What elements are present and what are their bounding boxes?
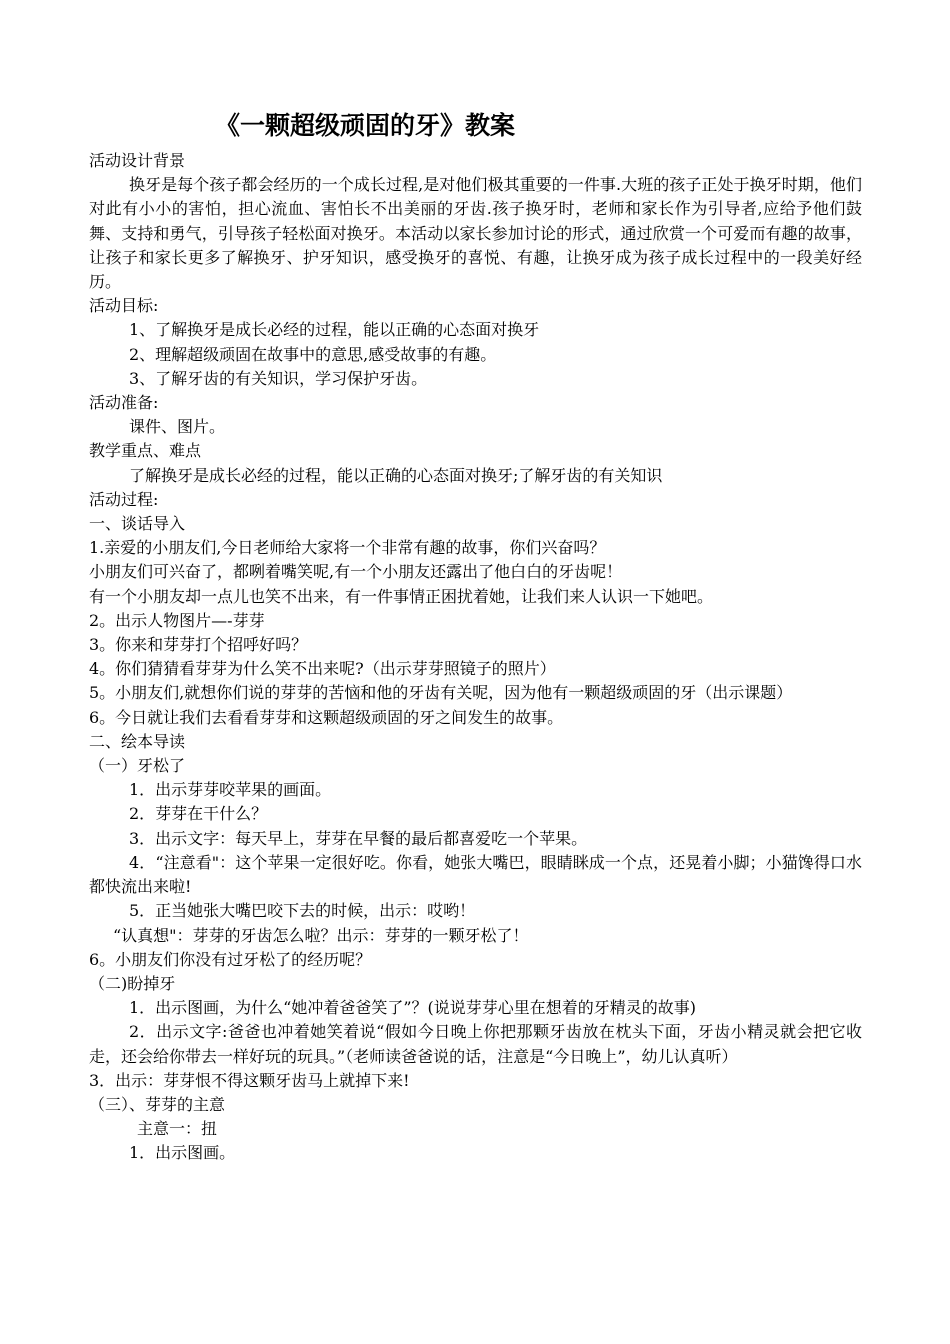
subsection-heading: （三）、芽芽的主意: [89, 1094, 226, 1114]
list-item: 课件、图片。: [129, 417, 226, 437]
list-item: 2．芽芽在干什么？: [129, 804, 268, 824]
text-line: 2。出示人物图片—-芽芽: [89, 610, 265, 630]
section-heading: 活动准备:: [89, 393, 159, 413]
list-item: 5．正当她张大嘴巴咬下去的时候，出示：哎哟！: [129, 901, 476, 921]
list-item: 2．出示文字:爸爸也冲着她笑着说“假如今日晚上你把那颗牙齿放在枕头下面，牙齿小精灵就会把它收走，还会给你带去一样好玩的玩具。”（老师读爸爸说的话，注意是“今日晚上”，幼儿认真听）: [89, 1022, 862, 1066]
paragraph: 换牙是每个孩子都会经历的一个成长过程,是对他们极其重要的一件事.大班的孩子正处于换牙时期，他们对此有小小的害怕，担心流血、害怕长不出美丽的牙齿.孩子换牙时，老师和家长作为引导者,应给予他们鼓舞、支持和勇气，引导孩子轻松面对换牙。本活动以家长参加讨论的形式，通过欣赏一个可爱而有趣的故事，让孩子和家长更多了解换牙、护牙知识，感受换牙的喜悦、有趣，让换牙成为孩子成长过程中的一段美好经历。: [89, 175, 862, 292]
text-line: 小朋友们可兴奋了，都咧着嘴笑呢,有一个小朋友还露出了他白白的牙齿呢！: [89, 562, 623, 582]
text-line: 1.亲爱的小朋友们,今日老师给大家将一个非常有趣的故事，你们兴奋吗？: [89, 538, 606, 558]
list-item: 2、理解超级顽固在故事中的意思,感受故事的有趣。: [129, 344, 497, 364]
list-item: 1．出示芽芽咬苹果的画面。: [129, 780, 332, 800]
section-heading: 教学重点、难点: [89, 441, 202, 461]
list-item: 主意一：扭: [137, 1119, 218, 1139]
section-heading: 二、绘本导读: [89, 731, 186, 751]
list-item: 4．“注意看"：这个苹果一定很好吃。你看，她张大嘴巴，眼睛眯成一个点，还晃着小脚；小猫馋得口水都快流出来啦!: [89, 852, 862, 897]
list-item: 1．出示图画，为什么“她冲着爸爸笑了”？(说说芽芽心里在想着的牙精灵的故事): [129, 998, 697, 1018]
document-body: [89, 149, 862, 1166]
section-heading: 一、谈话导入: [89, 514, 186, 534]
text-line: “认真想"：芽芽的牙齿怎么啦？出示：芽芽的一颗牙松了！: [113, 925, 529, 945]
text-line: 6。小朋友们你没有过牙松了的经历呢？: [89, 949, 372, 969]
text-line: 4。你们猜猜看芽芽为什么笑不出来呢?（出示芽芽照镜子的照片）: [89, 659, 556, 679]
subsection-heading: （一）牙松了: [89, 756, 186, 776]
list-item: 3、了解牙齿的有关知识，学习保护牙齿。: [129, 368, 428, 388]
text-line: 5。小朋友们,就想你们说的芽芽的苦恼和他的牙齿有关呢，因为他有一颗超级顽固的牙（出示课题）: [89, 683, 793, 703]
list-item: 了解换牙是成长必经的过程，能以正确的心态面对换牙;了解牙齿的有关知识: [129, 465, 663, 485]
text-line: 3。你来和芽芽打个招呼好吗？: [89, 635, 308, 655]
subsection-heading: （二)盼掉牙: [89, 973, 176, 993]
list-item: 3．出示文字：每天早上，芽芽在早餐的最后都喜爱吃一个苹果。: [129, 828, 588, 848]
section-heading: 活动目标:: [89, 296, 159, 316]
section-heading: 活动设计背景: [89, 151, 186, 170]
text-line: 6。今日就让我们去看看芽芽和这颗超级顽固的牙之间发生的故事。: [89, 707, 564, 727]
page-title: 《一颗超级顽固的牙》教案: [215, 111, 516, 140]
text-line: 有一个小朋友却一点儿也笑不出来，有一件事情正困扰着她，让我们来人认识一下她吧。: [89, 586, 714, 606]
section-heading: 活动过程:: [89, 489, 159, 509]
list-item: 1、了解换牙是成长必经的过程，能以正确的心态面对换牙: [129, 320, 540, 340]
text-line: 3．出示：芽芽恨不得这颗牙齿马上就掉下来!: [89, 1070, 410, 1090]
list-item: 1．出示图画。: [129, 1143, 236, 1163]
